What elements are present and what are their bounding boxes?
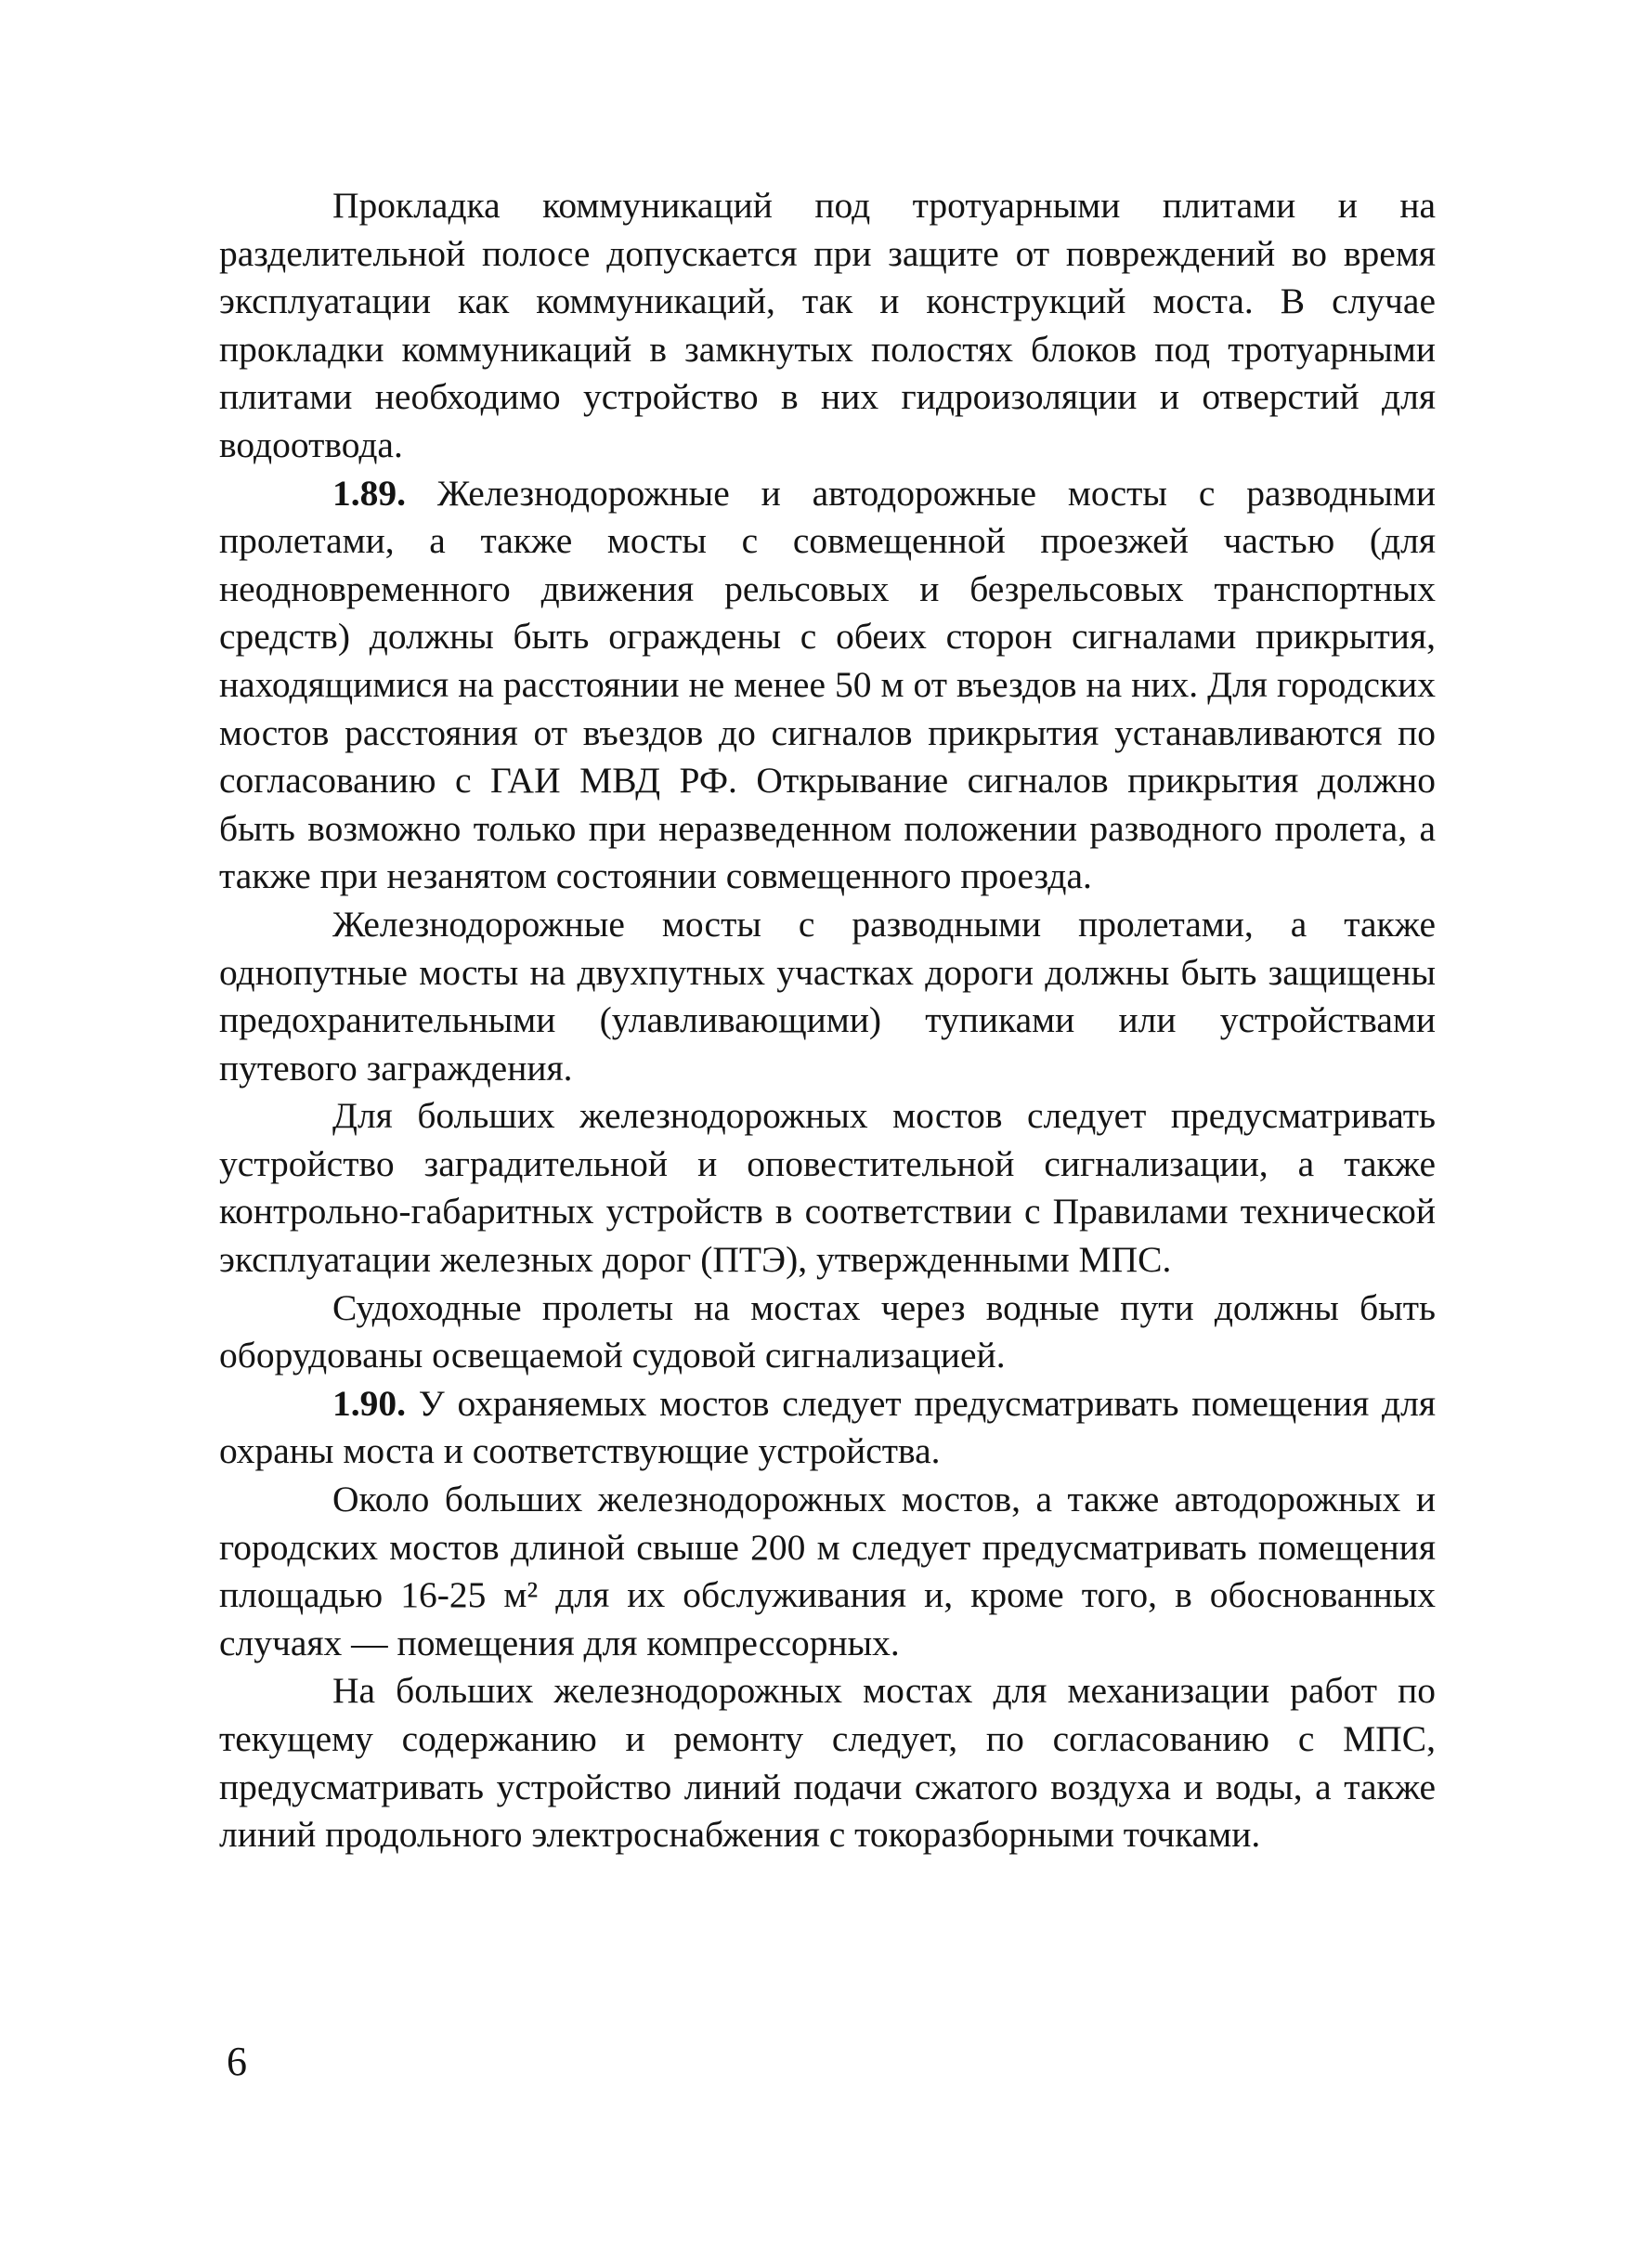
body-text — [219, 182, 1436, 1859]
clause-number: 1.90. — [332, 1382, 406, 1424]
paragraph-text: Железнодорожные и автодорожные мосты с разводными пролетами, а также мосты с совмещенной проезжей частью (для неодновременного движения рельсовых и безрельсовых транспортных средств) должны быть ограждены с обеих сторон сигналами прикрытия, находящимися на расстоянии не менее 50 м от въездов на них. Для городских мостов расстояния от въездов до сигналов прикрытия устанавливаются по согласованию с ГАИ МВД РФ. Открывание сигналов прикрытия должно быть возможно только при неразведенном положении разводного пролета, а также при незанятом состоянии совмещенного проезда. — [219, 472, 1436, 897]
paragraph-text: У охраняемых мостов следует предусматривать помещения для охраны моста и соответствующие устройства. — [219, 1382, 1436, 1472]
paragraph-text: Около больших железнодорожных мостов, а также автодорожных и городских мостов длиной свыше 200 м следует предусматривать помещения площадью 16-25 м² для их обслуживания и, кроме того, в обоснованных случаях — помещения для компрессорных. — [219, 1479, 1436, 1663]
paragraph-text: Железнодорожные мосты с разводными пролетами, а также однопутные мосты на двухпутных участках дороги должны быть защищены предохранительными (улавливающими) тупиками или устройствами путевого заграждения. — [219, 903, 1436, 1089]
paragraph-service-rooms — [219, 1476, 1436, 1667]
paragraph-navigation-spans — [219, 1284, 1436, 1380]
paragraph-text: Судоходные пролеты на мостах через водные пути должны быть оборудованы освещаемой судовой сигнализацией. — [219, 1286, 1436, 1376]
page-number: 6 — [227, 2039, 247, 2084]
paragraph-protective-sidings — [219, 901, 1436, 1092]
paragraph-1-89 — [219, 470, 1436, 901]
paragraph-utility-lines — [219, 1667, 1436, 1858]
paragraph-text: Для больших железнодорожных мостов следует предусматривать устройство заградительной и оповестительной сигнализации, а также контрольно-габаритных устройств в соответствии с Правилами технической эксплуатации железных дорог (ПТЭ), утвержденными МПС. — [219, 1095, 1436, 1281]
clause-number: 1.89. — [332, 472, 406, 514]
paragraph-signalling — [219, 1092, 1436, 1284]
paragraph-text: На больших железнодорожных мостах для механизации работ по текущему содержанию и ремонту следует, по согласованию с МПС, предусматривать устройство линий подачи сжатого воздуха и воды, а также линий продольного электроснабжения с токоразборными точками. — [219, 1670, 1436, 1856]
paragraph-1-90 — [219, 1380, 1436, 1476]
paragraph-communications — [219, 182, 1436, 470]
paragraph-text: Прокладка коммуникаций под тротуарными плитами и на разделительной полосе допускается при защите от повреждений во время эксплуатации как коммуникаций, так и конструкций моста. В случае прокладки коммуникаций в замкнутых полостях блоков под тротуарными плитами необходимо устройство в них гидроизоляции и отверстий для водоотвода. — [219, 185, 1436, 465]
